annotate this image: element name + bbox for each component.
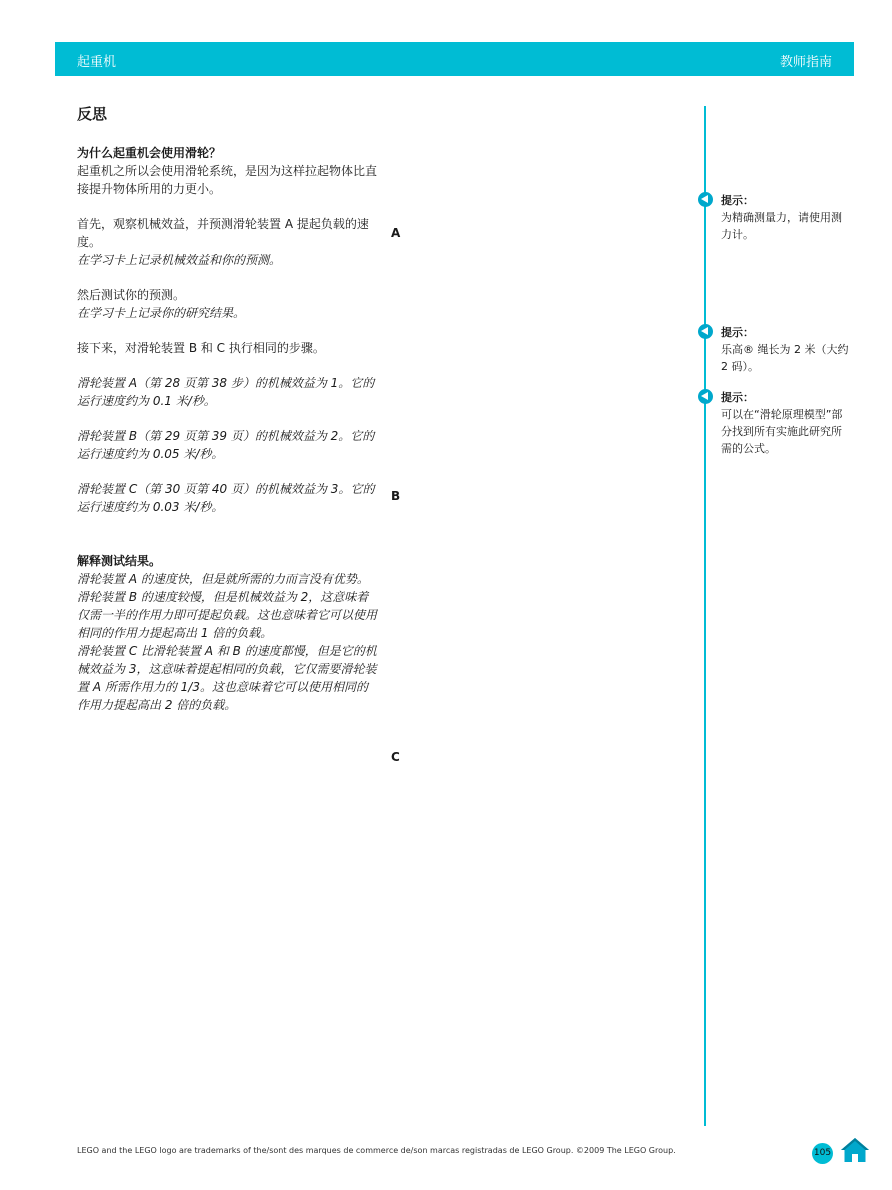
main-content — [77, 144, 377, 714]
tip-arrow-icon — [698, 389, 713, 404]
result-pulley-a: 滑轮装置 A（第 28 页第 38 步）的机械效益为 1。它的运行速度约为 0.1 米/秒。 — [77, 376, 375, 408]
sidebar-divider — [704, 106, 706, 1126]
figure-marker-a: A — [391, 226, 401, 240]
step-test-note: 在学习卡上记录你的研究结果。 — [77, 306, 246, 320]
figure-marker-c: C — [391, 750, 400, 764]
tip-text: 可以在“滑轮原理模型”部分找到所有实施此研究所需的公式。 — [721, 408, 843, 455]
tip-title: 提示： — [721, 391, 754, 404]
home-icon[interactable] — [839, 1136, 871, 1164]
question-answer: 起重机之所以会使用滑轮系统，是因为这样拉起物体比直接提升物体所用的力更小。 — [77, 164, 378, 196]
page-number: 105 — [812, 1143, 833, 1164]
section-heading: 反思 — [77, 105, 108, 123]
explain-pulley-a: 滑轮装置 A 的速度快，但是就所需的力而言没有优势。 — [77, 572, 369, 586]
figure-marker-b: B — [391, 489, 401, 503]
step-observe-note: 在学习卡上记录机械效益和你的预测。 — [77, 253, 282, 267]
tip-title: 提示： — [721, 194, 754, 207]
explain-title: 解释测试结果。 — [77, 554, 162, 568]
step-observe: 首先，观察机械效益，并预测滑轮装置 A 提起负载的速度。 — [77, 217, 369, 249]
explain-pulley-b: 滑轮装置 B 的速度较慢，但是机械效益为 2，这意味着仅需一半的作用力即可提起负载。这也意味着它可以使用相同的作用力提起高出 1 倍的负载。 — [77, 590, 378, 640]
header-bar — [55, 42, 854, 76]
tip-arrow-icon — [698, 324, 713, 339]
result-pulley-c: 滑轮装置 C（第 30 页第 40 页）的机械效益为 3。它的运行速度约为 0.03 米/秒。 — [77, 482, 375, 514]
tip-arrow-icon — [698, 192, 713, 207]
header-guide-label: 教师指南 — [779, 55, 832, 70]
tip-text: 为精确测量力，请使用测力计。 — [721, 211, 842, 241]
step-test: 然后测试你的预测。 — [77, 288, 186, 302]
header-title: 起重机 — [77, 55, 117, 70]
question-title: 为什么起重机会使用滑轮？ — [77, 146, 222, 160]
tip-title: 提示： — [721, 326, 754, 339]
step-repeat: 接下来，对滑轮装置 B 和 C 执行相同的步骤。 — [77, 341, 325, 355]
footer-legal: LEGO and the LEGO logo are trademarks of the/sont des marques de commerce de/son marcas registradas de LEGO Group. ©2009 The LEGO Group. — [77, 1146, 676, 1155]
tip-text: 乐高® 绳长为 2 米（大约 2 码）。 — [721, 343, 849, 373]
result-pulley-b: 滑轮装置 B（第 29 页第 39 页）的机械效益为 2。它的运行速度约为 0.05 米/秒。 — [77, 429, 375, 461]
explain-pulley-c: 滑轮装置 C 比滑轮装置 A 和 B 的速度都慢，但是它的机械效益为 3，这意味着提起相同的负载，它仅需要滑轮装置 A 所需作用力的 1/3。这也意味着它可以使用相同的作用力提起高出 2 倍的负载。 — [77, 644, 377, 712]
